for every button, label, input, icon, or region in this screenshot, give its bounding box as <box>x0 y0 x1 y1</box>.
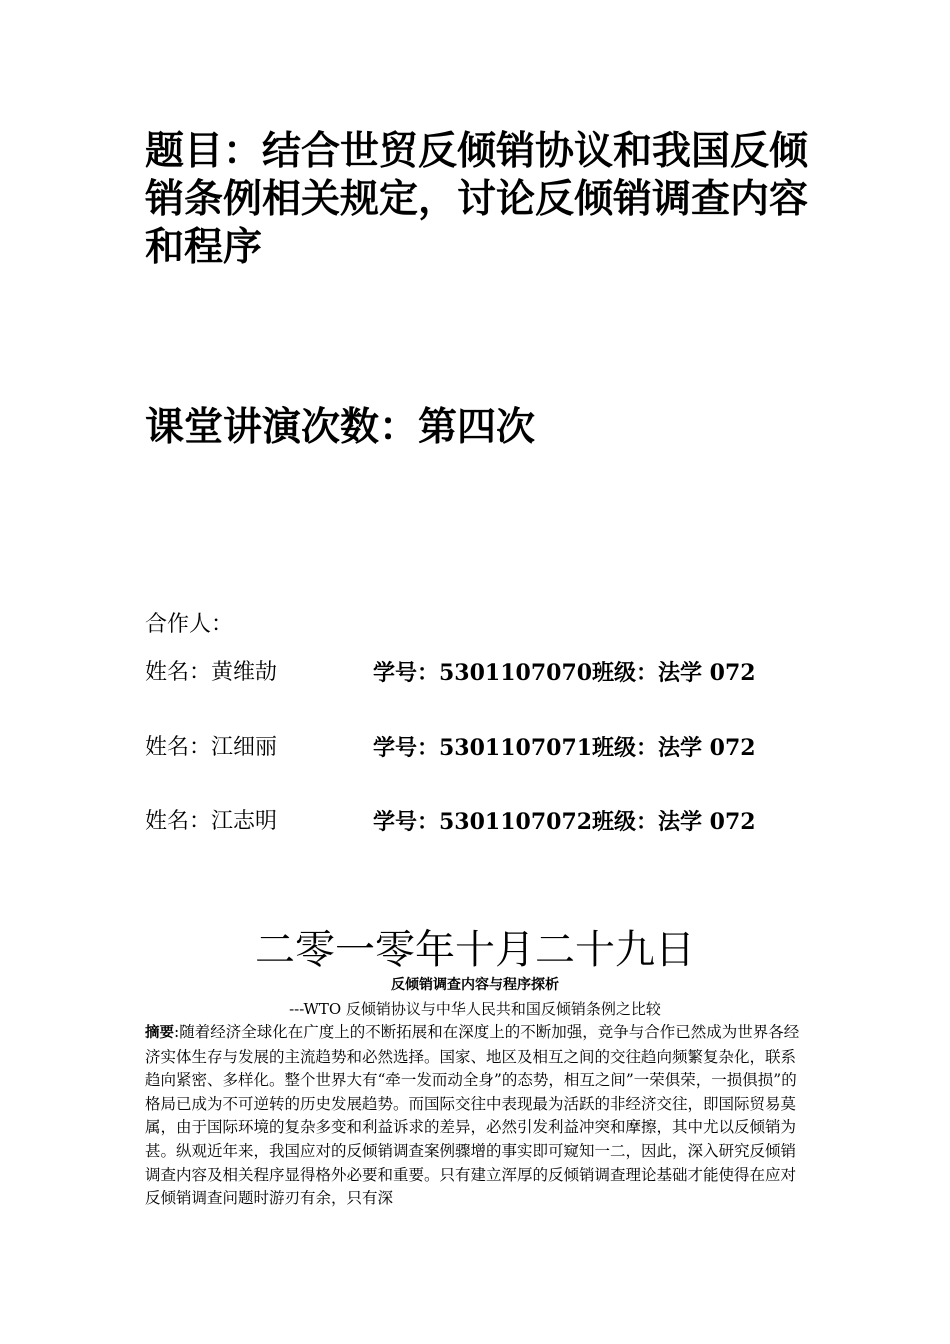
article-title: 反倾销调查内容与程序探析 <box>391 977 559 993</box>
page-title: 题目：结合世贸反倾销协议和我国反倾销条例相关规定，讨论反倾销调查内容和程序 <box>145 129 809 270</box>
member-name: 姓名：江志明 <box>145 809 278 834</box>
member-student-id: 学号：5301107072 <box>373 809 593 835</box>
member-student-id: 学号：5301107071 <box>373 735 593 761</box>
article-subtitle: ---WTO 反倾销协议与中华人民共和国反倾销条例之比较 <box>289 1000 661 1018</box>
abstract-text: :随着经济全球化在广度上的不断拓展和在深度上的不断加强，竞争与合作已然成为世界各经济实体生存与发展的主流趋势和必然选择。国家、地区及相互之间的交往趋向频繁复杂化，联系趋向紧密、多样化。整个世界大有“牵一发而动全身”的态势，相互之间”一荣俱荣，一损俱损”的格局已成为不可逆转的历史发展趋势。而国际交往中表现最为活跃的非经济交往，即国际贸易莫属，由于国际环境的复杂多变和利益诉求的差异，必然引发利益冲突和摩擦，其中尤以反倾销为甚。纵观近年来，我国应对的反倾销调查案例骤增的事实即可窥知一二，因此，深入研究反倾销调查内容及相关程序显得格外必要和重要。只有建立浑厚的反倾销调查理论基础才能使得在应对反倾销调查问题时游刃有余，只有深 <box>145 1023 800 1208</box>
member-class: 班级：法学 072 <box>592 735 756 761</box>
member-row <box>145 657 845 689</box>
member-class: 班级：法学 072 <box>592 809 756 835</box>
member-class: 班级：法学 072 <box>592 660 756 686</box>
collaborators-label: 合作人： <box>145 612 234 637</box>
member-student-id: 学号：5301107070 <box>373 660 593 686</box>
member-name: 姓名：江细丽 <box>145 735 278 760</box>
date: 二零一零年十月二十九日 <box>255 927 695 973</box>
member-row <box>145 806 845 838</box>
abstract-paragraph <box>145 1021 807 1211</box>
session-count: 课堂讲演次数：第四次 <box>145 405 536 450</box>
member-name: 姓名：黄维劼 <box>145 660 278 685</box>
member-row <box>145 732 845 764</box>
abstract-label: 摘要 <box>145 1025 174 1041</box>
